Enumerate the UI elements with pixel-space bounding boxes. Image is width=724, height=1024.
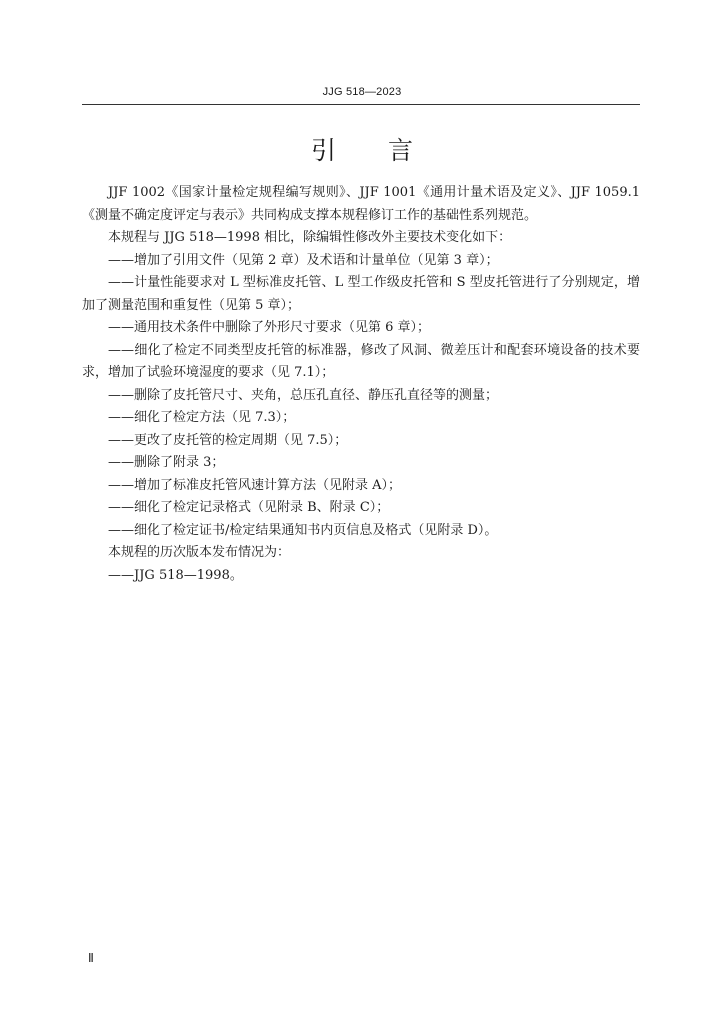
paragraph-changes-lead: 本规程与 JJG 518—1998 相比，除编辑性修改外主要技术变化如下： (108, 230, 512, 245)
change-item: ——细化了检定方法（见 7.3）； (108, 410, 296, 425)
document-code-header: JJG 518—2023 (322, 86, 402, 98)
change-item: ——计量性能要求对 L 型标准皮托管、L 型工作级皮托管和 S 型皮托管进行了分别规定，增加了测量范围和重复性（见第 5 章）； (82, 275, 640, 313)
change-item: ——删除了皮托管尺寸、夹角，总压孔直径、静压孔直径等的测量； (108, 387, 499, 403)
history-item: ——JJG 518—1998。 (108, 567, 243, 583)
change-item: ——通用技术条件中删除了外形尺寸要求（见第 6 章）； (108, 320, 431, 335)
change-item: ——细化了检定不同类型皮托管的标准器，修改了风洞、微差压计和配套环境设备的技术要求，增加了试验环境湿度的要求（见 7.1）； (82, 342, 640, 380)
change-item: ——增加了引用文件（见第 2 章）及术语和计量单位（见第 3 章）； (108, 252, 499, 268)
page-title (0, 131, 724, 167)
paragraph-history-lead: 本规程的历次版本发布情况为： (108, 545, 291, 560)
change-item: ——增加了标准皮托管风速计算方法（见附录 A）； (108, 477, 402, 493)
header-rule (82, 104, 640, 105)
paragraph-intro: JJF 1002《国家计量检定规程编写规则》、JJF 1001《通用计量术语及定义》、JJF 1059.1《测量不确定度评定与表示》共同构成支撑本规程修订工作的基础性系列规范。 (82, 185, 640, 223)
change-item: ——删除了附录 3； (108, 455, 225, 470)
title-char-2: 言 (388, 136, 414, 165)
title-char-1: 引 (310, 136, 336, 165)
change-item: ——更改了皮托管的检定周期（见 7.5）； (108, 432, 348, 448)
body-text (82, 182, 640, 587)
change-item: ——细化了检定证书/检定结果通知书内页信息及格式（见附录 D）。 (108, 522, 498, 538)
change-item: ——细化了检定记录格式（见附录 B、附录 C）； (108, 500, 390, 515)
page-number: Ⅱ (88, 951, 94, 965)
